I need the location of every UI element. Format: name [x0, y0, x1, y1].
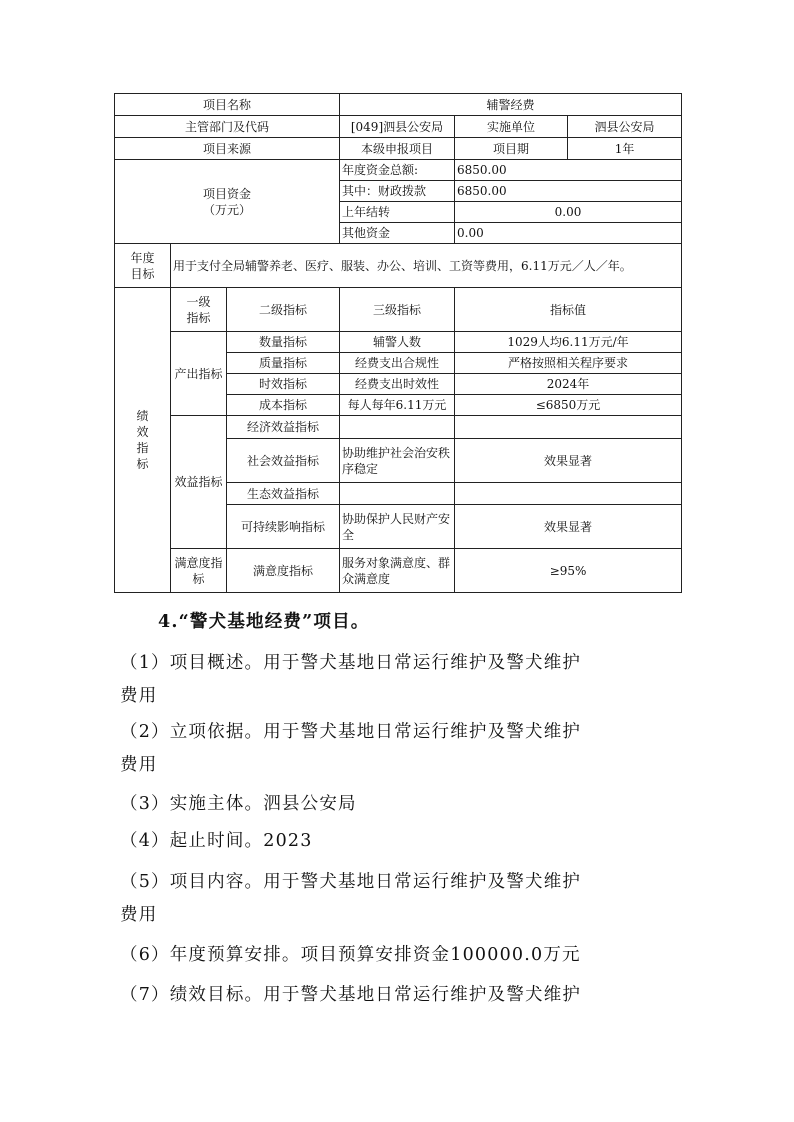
funds-label [115, 160, 340, 244]
output-l3: 辅警人数 [340, 332, 455, 353]
output-l3: 经费支出时效性 [340, 374, 455, 395]
paragraph-overview-cont: 费用 [120, 686, 158, 706]
dept-label: 主管部门及代码 [115, 116, 340, 138]
carryover-value: 0.00 [455, 202, 682, 223]
col-level3-header: 三级指标 [340, 288, 455, 332]
benefit-l3: 协助保护人民财产安全 [340, 505, 455, 549]
output-value: ≤6850万元 [455, 395, 682, 416]
col-level2-header: 二级指标 [227, 288, 340, 332]
other-label: 其他资金 [340, 223, 455, 244]
annual-goal-label [115, 244, 171, 288]
fiscal-value: 6850.00 [455, 181, 682, 202]
perf-label-2: 效 [136, 425, 149, 439]
annual-goal-label-line2: 目标 [130, 266, 155, 281]
period-value: 1年 [568, 138, 682, 160]
paragraph-basis-cont: 费用 [120, 755, 158, 775]
satisfaction-label: 满意度指标 [171, 549, 227, 593]
other-value: 0.00 [455, 223, 682, 244]
performance-table [114, 93, 682, 593]
dept-value: [049]泗县公安局 [340, 116, 455, 138]
benefit-l2: 社会效益指标 [227, 439, 340, 483]
output-l2: 数量指标 [227, 332, 340, 353]
paragraph-basis: （2）立项依据。用于警犬基地日常运行维护及警犬维护 [120, 722, 582, 742]
section-heading: 4.“警犬基地经费”项目。 [158, 612, 370, 632]
paragraph-subject: （3）实施主体。泗县公安局 [120, 794, 357, 814]
perf-label-3: 指 [136, 441, 149, 455]
project-name-value: 辅警经费 [340, 94, 682, 116]
annual-goal-value: 用于支付全局辅警养老、医疗、服装、办公、培训、工资等费用，6.11万元／人／年。 [171, 244, 682, 288]
source-label: 项目来源 [115, 138, 340, 160]
project-name-label: 项目名称 [115, 94, 340, 116]
satisfaction-l3: 服务对象满意度、群众满意度 [340, 549, 455, 593]
benefit-l3 [340, 483, 455, 505]
col-value-header: 指标值 [455, 288, 682, 332]
carryover-label: 上年结转 [340, 202, 455, 223]
period-label: 项目期 [455, 138, 568, 160]
benefit-value: 效果显著 [455, 439, 682, 483]
funds-label-line2: （万元） [202, 202, 251, 217]
paragraph-period: （4）起止时间。2023 [120, 831, 313, 851]
perf-label-4: 标 [136, 457, 149, 471]
benefit-value [455, 483, 682, 505]
paragraph-goal: （7）绩效目标。用于警犬基地日常运行维护及警犬维护 [120, 985, 582, 1005]
output-value: 严格按照相关程序要求 [455, 353, 682, 374]
benefit-value [455, 416, 682, 439]
benefit-l2: 经济效益指标 [227, 416, 340, 439]
output-l2: 成本指标 [227, 395, 340, 416]
benefit-label: 效益指标 [171, 416, 227, 549]
funds-label-line1: 项目资金 [202, 186, 251, 201]
output-l2: 时效指标 [227, 374, 340, 395]
benefit-l3 [340, 416, 455, 439]
paragraph-content: （5）项目内容。用于警犬基地日常运行维护及警犬维护 [120, 872, 582, 892]
output-l3: 经费支出合规性 [340, 353, 455, 374]
output-l2: 质量指标 [227, 353, 340, 374]
annual-total-value: 6850.00 [455, 160, 682, 181]
benefit-l2: 可持续影响指标 [227, 505, 340, 549]
satisfaction-l2: 满意度指标 [227, 549, 340, 593]
perf-label-1: 绩 [136, 409, 149, 423]
paragraph-overview: （1）项目概述。用于警犬基地日常运行维护及警犬维护 [120, 653, 582, 673]
impl-unit-value: 泗县公安局 [568, 116, 682, 138]
output-value: 1029人均6.11万元/年 [455, 332, 682, 353]
annual-total-label: 年度资金总额: [340, 160, 455, 181]
output-label: 产出指标 [171, 332, 227, 416]
benefit-l2: 生态效益指标 [227, 483, 340, 505]
output-value: 2024年 [455, 374, 682, 395]
col-level1-header: 一级 指标 [171, 288, 227, 332]
benefit-value: 效果显著 [455, 505, 682, 549]
paragraph-content-cont: 费用 [120, 905, 158, 925]
paragraph-budget: （6）年度预算安排。项目预算安排资金100000.0万元 [120, 945, 581, 965]
source-value: 本级申报项目 [340, 138, 455, 160]
annual-goal-label-line1: 年度 [130, 250, 155, 265]
output-l3: 每人每年6.11万元 [340, 395, 455, 416]
satisfaction-value: ≥95% [455, 549, 682, 593]
fiscal-label: 其中：财政拨款 [340, 181, 455, 202]
benefit-l3: 协助维护社会治安秩序稳定 [340, 439, 455, 483]
impl-unit-label: 实施单位 [455, 116, 568, 138]
perf-label [115, 288, 171, 593]
